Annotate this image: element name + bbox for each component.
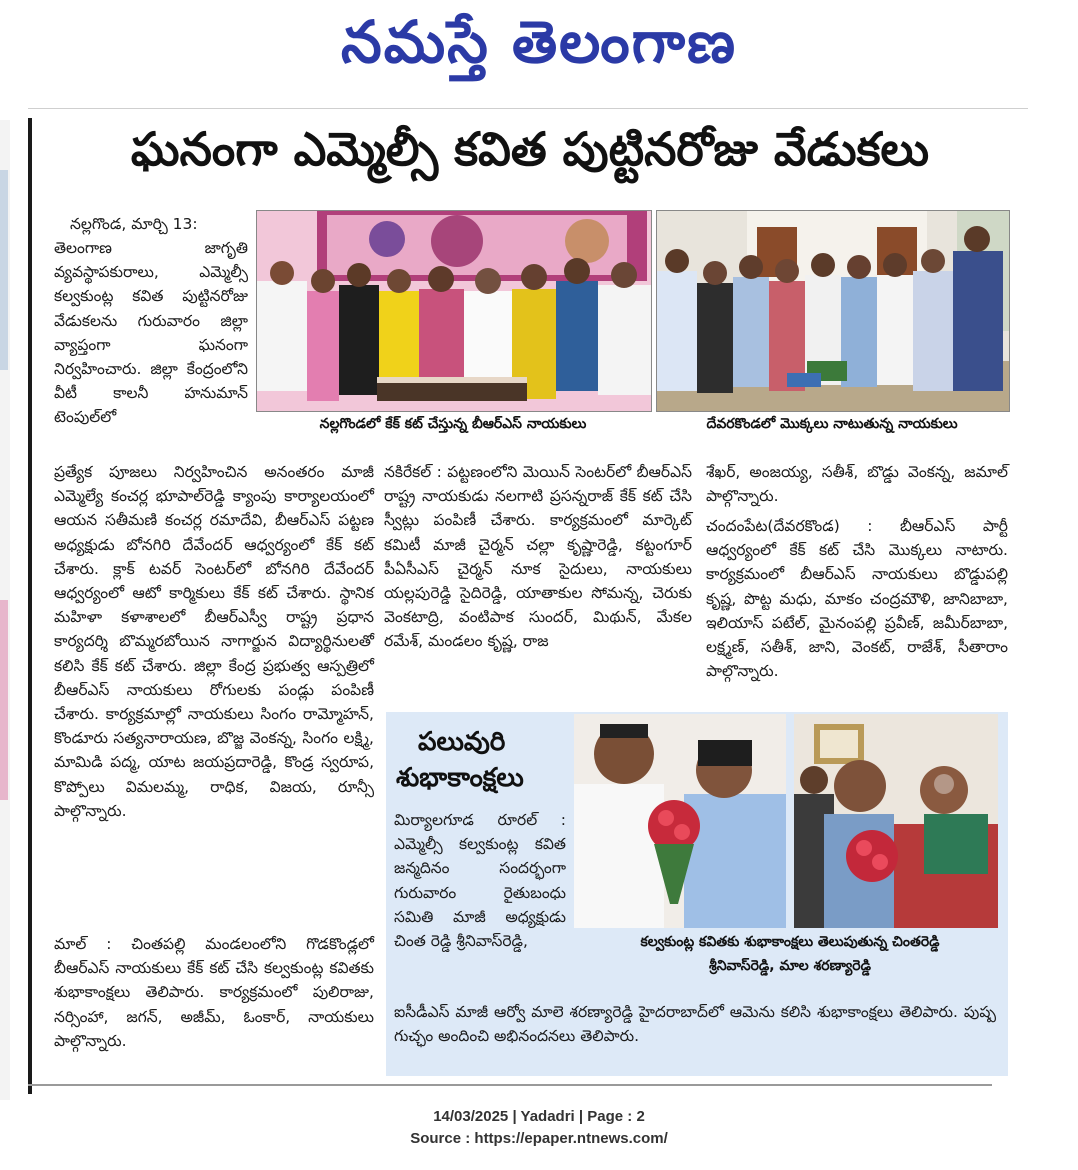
adjacent-page-photo bbox=[0, 170, 8, 370]
masthead-logo: నమస్తే తెలంగాణ bbox=[341, 8, 737, 76]
article-column-1-dateline: నల్లగొండ, మార్చి 13: bbox=[70, 215, 198, 233]
photo-greeting-1-image bbox=[574, 714, 786, 928]
photo-caption: నల్లగొండలో కేక్‌ కట్‌ చేస్తున్న బీఆర్‌ఎస్‌ నాయకులు bbox=[319, 416, 587, 432]
page-footer-info: 14/03/2025 | Yadadri | Page : 2 bbox=[433, 1108, 645, 1125]
photo-planting bbox=[656, 210, 1010, 412]
photo-caption: దేవరకొండలో మొక్కలు నాటుతున్న నాయకులు bbox=[706, 416, 958, 432]
box-text: ఐసీడీఎస్‌ మాజీ ఆర్వో మాలె శరణ్యారెడ్డి హైదరాబాద్‌లో ఆమెను కలిసి శుభాకాంక్షలు తెలిపారు. పుష్ప గుచ్ఛం అందించి అభినందనలు తెలిపారు. bbox=[394, 1003, 996, 1046]
photo-greeting-2 bbox=[794, 714, 998, 928]
photo-caption: కల్వకుంట్ల కవితకు శుభాకాంక్షలు తెలుపుతున్న చింతరెడ్డి bbox=[640, 934, 940, 950]
article-column-1-text: మాల్‌ : చింతపల్లి మండలంలోని గొడకొండ్లలో బీఆర్‌ఎస్‌ నాయకులు కేక్‌ కట్‌ చేసి కల్వకుంట్ల కవితకు శుభాకాంక్షలు తెలిపారు. కార్యక్రమంలో పులిరాజు, నర్సింహా, జగన్‌, అజీమ్‌, ఓంకార్‌, నాయకులు పాల్గొన్నారు. bbox=[54, 935, 374, 1050]
article-headline: ఘనంగా ఎమ్మెల్సీ కవిత పుట్టినరోజు వేడుకలు bbox=[130, 122, 930, 176]
adjacent-page-photo bbox=[0, 600, 8, 800]
article-column-3-text: చందంపేట(దేవరకొండ) : బీఆర్‌ఎస్‌ పార్టీ ఆధ్వర్యంలో కేక్‌ కట్‌ చేసి మొక్కలు నాటారు. కార్యక్రమంలో బీఆర్‌ఎస్‌ నాయకులు బొడ్డుపల్లి కృష్ణ, పొట్ట మధు, మాకం చంద్రమౌళి, జానిబాబా, ఇలియాస్‌ పటేల్‌, మైనంపల్లి ప్రవీణ్‌, జమీర్‌బాబా, లక్ష్మణ్‌, సతీశ్‌, జాని, వెంకట్‌, రాజేశ్‌, సీతారాం పాల్గొన్నారు. bbox=[706, 517, 1008, 681]
article-column-2-text: నకిరేకల్‌ : పట్టణంలోని మెయిన్‌ సెంటర్‌లో బీఆర్‌ఎస్‌ రాష్ట్ర నాయకుడు నలగాటి ప్రసన్నరాజ్‌ కేక్‌ కట్‌ చేసి స్వీట్లు పంపిణీ చేశారు. కార్యక్రమంలో మార్కెట్‌ కమిటీ మాజీ చైర్మన్‌ చల్లా కృష్ణారెడ్డి, కట్టంగూర్‌ పీఏసీఎస్‌ చైర్మన్‌ నూక సైదులు, నాయకులు యల్లపురెడ్డి సైదిరెడ్డి, యాతాకుల సోమన్న, చెరుకు వెంకటాద్రి, వంటిపాక సుందర్‌, మిథున్‌, మేకల రమేశ్‌, మండలం కృష్ణ, రాజ bbox=[384, 463, 692, 651]
photo-greeting-1 bbox=[574, 714, 786, 928]
article-column-1-text: తెలంగాణ జాగృతి వ్యవస్థాపకురాలు, ఎమ్మెల్సీ కల్వకుంట్ల కవిత పుట్టినరోజు వేడుకలను గురువారం జిల్లా వ్యాప్తంగా ఘనంగా నిర్వహించారు. జిల్లా కేంద్రంలోని వీటీ కాలనీ హనుమాన్‌ టెంపుల్‌లో bbox=[54, 239, 248, 427]
page-footer-source[interactable]: Source : https://epaper.ntnews.com/ bbox=[410, 1130, 668, 1147]
article-rule bbox=[28, 118, 32, 1094]
photo-planting-image bbox=[657, 211, 1009, 411]
article-column-3-text: శేఖర్‌, అంజయ్య, సతీశ్‌, బొడ్డు వెంకన్న, జమాల్‌ పాల్గొన్నారు. bbox=[706, 463, 1008, 506]
photo-greeting-2-image bbox=[794, 714, 998, 928]
photo-caption: శ్రీనివాస్‌రెడ్డి, మాల శరణ్యారెడ్డి bbox=[709, 958, 871, 974]
box-heading: శుభాకాంక్షలు bbox=[396, 763, 524, 793]
article-column-1-text: ప్రత్యేక పూజలు నిర్వహించిన అనంతరం మాజీ ఎమ్మెల్యే కంచర్ల భూపాల్‌రెడ్డి క్యాంపు కార్యాలయంలో ఆయన సతీమణి కంచర్ల రమాదేవి, బీఆర్‌ఎస్‌ పట్టణ అధ్యక్షుడు బోనగిరి దేవేందర్‌ ఆధ్వర్యంలో కేక్‌ కట్‌ చేశారు. క్లాక్‌ టవర్‌ సెంటర్‌లో బోనగిరి దేవేందర్‌ ఆధ్వర్యంలో ఆటో కార్మికులు కేక్‌ కట్‌ చేశారు. స్థానిక మహిళా కళాశాలలో బీఆర్‌ఎస్వీ రాష్ట్ర ప్రధాన కార్యదర్శి బొమ్మరబోయిన నాగార్జున విద్యార్థినులతో కలిసి కేక్‌ కట్‌ చేశారు. జిల్లా కేంద్ర ప్రభుత్వ ఆస్పత్రిలో బీఆర్‌ఎస్‌ నాయకులు రోగులకు పండ్లు పంపిణీ చేశారు. కార్యక్రమాల్లో నాయకులు సింగం రామ్మోహన్‌, కొండూరు సత్యనారాయణ, బొజ్జ వెంకన్న, సింగం లక్ష్మి, మామిడి పద్మ, యాట జయప్రదారెడ్డి, కొండ్ర స్వరూప, కొప్పోలు విమలమ్మ, రాధిక, విజయ, రూన్సీ పాల్గొన్నారు. bbox=[54, 463, 374, 820]
divider bbox=[28, 1084, 992, 1086]
box-heading: పలువురి bbox=[418, 727, 506, 757]
photo-cake-cutting-image bbox=[257, 211, 651, 411]
box-text: మిర్యాలగూడ రూరల్‌ : ఎమ్మెల్సీ కల్వకుంట్ల కవిత జన్మదినం సందర్భంగా గురువారం రైతుబంధు సమితి మాజీ అధ్యక్షుడు చింత రెడ్డి శ్రీనివాస్‌రెడ్డి, bbox=[394, 811, 566, 951]
divider bbox=[28, 108, 1028, 109]
photo-cake-cutting bbox=[256, 210, 652, 412]
